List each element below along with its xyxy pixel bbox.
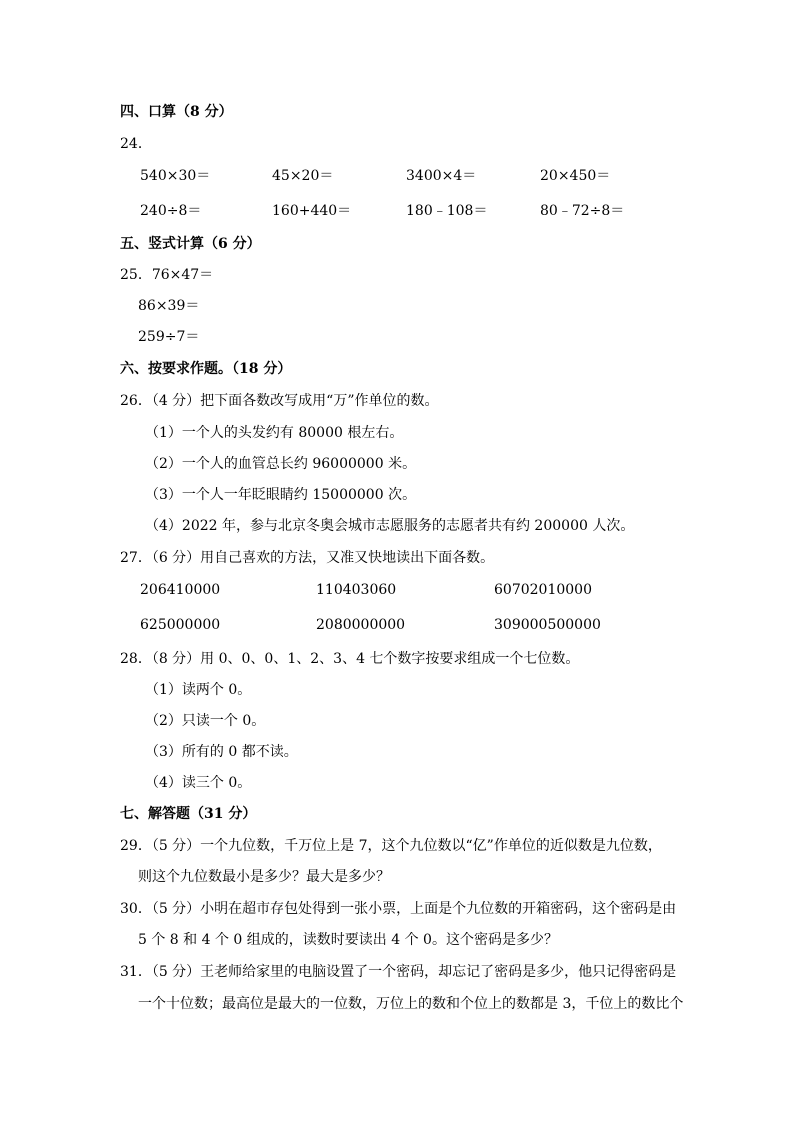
question-26-part: （3）一个人一年眨眼睛约 15000000 次。 (145, 487, 417, 503)
question-26-part: （1）一个人的头发约有 80000 根左右。 (145, 425, 404, 441)
vertical-calc-item: 86×39＝ (138, 298, 200, 314)
number-to-read: 625000000 (140, 617, 221, 633)
question-28-stem: 28．（8 分）用 0、0、0、1、2、3、4 七个数字按要求组成一个七位数。 (120, 651, 580, 667)
question-28-part: （4）读三个 0。 (145, 775, 252, 791)
oral-calc-item: 20×450＝ (540, 168, 611, 184)
section-7-heading: 七、解答题（31 分） (120, 806, 257, 822)
oral-calc-item: 3400×4＝ (406, 168, 477, 184)
number-to-read: 206410000 (140, 582, 221, 598)
vertical-calc-item: 259÷7＝ (138, 329, 200, 345)
question-28-part: （2）只读一个 0。 (145, 713, 266, 729)
question-24-label: 24． (120, 136, 152, 152)
section-4-heading: 四、口算（8 分） (120, 104, 233, 120)
oral-calc-item: 160+440＝ (272, 203, 352, 219)
question-26-part: （4）2022 年，参与北京冬奥会城市志愿服务的志愿者共有约 200000 人次。 (145, 518, 635, 534)
oral-calc-item: 45×20＝ (272, 168, 334, 184)
question-28-part: （1）读两个 0。 (145, 682, 252, 698)
question-31-line: 一个十位数；最高位是最大的一位数，万位上的数和个位上的数都是 3，千位上的数比个 (138, 996, 684, 1012)
section-6-heading: 六、按要求作题。（18 分） (120, 361, 292, 377)
number-to-read: 2080000000 (316, 617, 406, 633)
oral-calc-item: 540×30＝ (140, 168, 211, 184)
question-26-part: （2）一个人的血管总长约 96000000 米。 (145, 456, 417, 472)
question-28-part: （3）所有的 0 都不读。 (145, 744, 298, 760)
number-to-read: 60702010000 (494, 582, 592, 598)
section-5-heading: 五、竖式计算（6 分） (120, 236, 261, 252)
question-26-stem: 26．（4 分）把下面各数改写成用“万”作单位的数。 (120, 393, 439, 409)
oral-calc-item: 80﹣72÷8＝ (540, 203, 625, 219)
number-to-read: 309000500000 (494, 617, 601, 633)
oral-calc-item: 180﹣108＝ (406, 203, 488, 219)
question-29-line: 则这个九位数最小是多少？最大是多少？ (138, 869, 390, 885)
number-to-read: 110403060 (316, 582, 397, 598)
question-30-line: 5 个 8 和 4 个 0 组成的，读数时要读出 4 个 0。这个密码是多少？ (138, 932, 558, 948)
question-29-line: 29．（5 分）一个九位数，千万位上是 7，这个九位数以“亿”作单位的近似数是九位数， (120, 838, 662, 854)
question-25-label: 25．76×47＝ (120, 267, 214, 283)
oral-calc-item: 240÷8＝ (140, 203, 202, 219)
question-30-line: 30．（5 分）小明在超市存包处得到一张小票，上面是个九位数的开箱密码，这个密码是由 (120, 901, 677, 917)
question-31-line: 31．（5 分）王老师给家里的电脑设置了一个密码，却忘记了密码是多少，他只记得密码是 (120, 964, 677, 980)
question-27-stem: 27．（6 分）用自己喜欢的方法，又准又快地读出下面各数。 (120, 550, 495, 566)
